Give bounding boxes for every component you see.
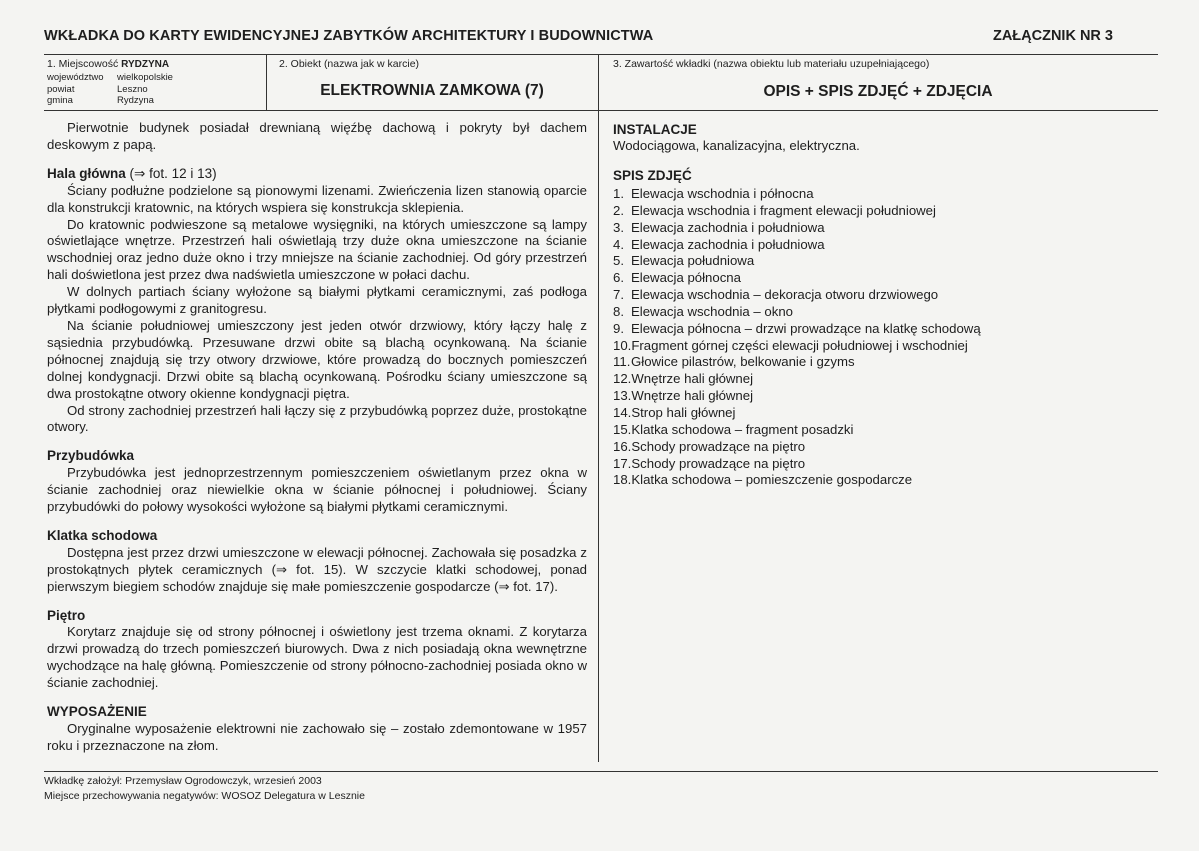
photo-list-item xyxy=(613,186,1053,203)
photo-number: 12. xyxy=(613,371,632,387)
photo-number: 17. xyxy=(613,455,632,471)
photo-caption: Klatka schodowa – fragment posadzki xyxy=(631,421,854,437)
footer-rule xyxy=(44,771,1158,772)
location-town: RYDZYNA xyxy=(121,59,170,70)
photo-number: 10. xyxy=(613,337,632,353)
photo-caption: Elewacja północna xyxy=(631,270,741,286)
photo-list-item xyxy=(613,270,1053,287)
photo-caption: Wnętrze hali głównej xyxy=(631,371,754,387)
photo-caption: Elewacja północna – drzwi prowadzące na klatkę schodową xyxy=(631,320,981,336)
photo-caption: Elewacja zachodnia i południowa xyxy=(631,219,825,235)
location-label: 1. Miejscowość xyxy=(47,58,119,70)
section-stairs xyxy=(47,528,587,596)
equipment-paragraph: Oryginalne wyposażenie elektrowni nie zachowało się – zostało zdemontowane w 1957 roku i przeznaczone na złom. xyxy=(47,721,587,753)
document-title: WKŁADKA DO KARTY EWIDENCYJNEJ ZABYTKÓW ARCHITEKTURY I BUDOWNICTWA xyxy=(44,28,654,44)
installations-text: Wodociągowa, kanalizacyjna, elektryczna. xyxy=(613,138,860,153)
section-heading xyxy=(47,166,587,183)
photo-number: 5. xyxy=(613,253,624,269)
location-row xyxy=(47,84,173,96)
section-hall xyxy=(47,166,587,437)
photo-number: 13. xyxy=(613,388,632,404)
hall-paragraph: Od strony zachodniej przestrzeń hali łączy się z przybudówką poprzez duże, prostokątne otwory. xyxy=(47,402,587,435)
location-value: Rydzyna xyxy=(117,95,154,106)
location-row xyxy=(47,72,173,84)
location-key: województwo xyxy=(47,72,104,83)
photo-number: 9. xyxy=(613,320,624,336)
photo-list-item xyxy=(613,287,1053,304)
photo-list-item xyxy=(613,371,1053,388)
photo-caption: Elewacja zachodnia i południowa xyxy=(631,236,825,252)
photo-number: 16. xyxy=(613,438,632,454)
photo-number: 14. xyxy=(613,404,632,420)
photo-number: 11. xyxy=(613,354,631,370)
photo-list-item xyxy=(613,253,1053,270)
column-divider xyxy=(598,110,599,762)
hall-paragraph: Na ścianie południowej umieszczony jest jeden otwór drzwiowy, który łączy halę z sąsiednia przybudówką. Przesuwane drzwi obite są blachą ocynkowaną. Na ścianie północnej znajdują się trzy otwory drzwiowe, które prowadzą do bocznych pomieszczeń dolnej kondygnacji. Drzwi obite są blachą ocynkowaną. Pośrodku ściany umieszczone są dwa prostokątne otwory okienne kondygnacji piętra. xyxy=(47,317,587,401)
location-value: Leszno xyxy=(117,83,148,95)
photo-list-item xyxy=(613,304,1053,321)
photo-number: 6. xyxy=(613,270,624,286)
location-details xyxy=(47,72,173,107)
stairs-heading: Klatka schodowa xyxy=(47,527,158,543)
footer-author: Wkładkę założył: Przemysław Ogrodowczyk, wrzesień 2003 xyxy=(44,775,322,787)
photo-caption: Elewacja wschodnia i fragment elewacji południowej xyxy=(631,202,936,218)
intro-paragraph: Pierwotnie budynek posiadał drewnianą więźbę dachową i pokryty był dachem deskowym z papą. xyxy=(47,120,587,152)
photo-caption: Strop hali głównej xyxy=(631,404,736,420)
photo-list-item xyxy=(613,456,1053,473)
stairs-paragraph: Dostępna jest przez drzwi umieszczone w elewacji północnej. Zachowała się posadzka z prostokątnych płytek ceramicznych (⇒ fot. 15). W szczycie klatki schodowej, ponad pierwszym biegiem schodów znajduje się małe pomieszczenie gospodarcze (⇒ fot. 17). xyxy=(47,544,587,594)
photo-caption: Elewacja wschodnia – okno xyxy=(631,303,794,319)
photo-caption: Wnętrze hali głównej xyxy=(631,388,754,404)
hall-photo-ref: (⇒ fot. 12 i 13) xyxy=(129,165,217,181)
photo-number: 18. xyxy=(613,472,632,488)
header-divider-2 xyxy=(598,54,599,110)
photo-list-item xyxy=(613,388,1053,405)
header-top-rule xyxy=(44,54,1158,55)
object-name: ELEKTROWNIA ZAMKOWA (7) xyxy=(320,82,544,99)
annex-heading: Przybudówka xyxy=(47,448,135,464)
contents-label: 3. Zawartość wkładki (nazwa obiektu lub materiału uzupełniającego) xyxy=(613,58,930,70)
photo-number: 2. xyxy=(613,202,624,218)
photo-list-item xyxy=(613,422,1053,439)
object-label: 2. Obiekt (nazwa jak w karcie) xyxy=(279,58,420,70)
photo-list-item xyxy=(613,472,1053,489)
photo-number: 1. xyxy=(613,186,624,201)
contents-value: OPIS + SPIS ZDJĘĆ + ZDJĘCIA xyxy=(763,83,993,100)
location-cell xyxy=(47,58,169,70)
photo-caption: Elewacja południowa xyxy=(631,253,755,269)
location-value: wielkopolskie xyxy=(117,72,173,83)
location-key: gmina xyxy=(47,95,73,106)
section-annex xyxy=(47,448,587,516)
photo-caption: Elewacja wschodnia i północna xyxy=(631,186,814,201)
installations-heading: INSTALACJE xyxy=(613,122,697,137)
hall-paragraph: Do kratownic podwieszone są metalowe wysięgniki, na których umieszczone są lampy oświetlające wnętrze. Przestrzeń hali oświetlają trzy duże okna umieszczone na ścianie wschodniej oraz jedno duże okno i trzy mniejsze na ścianie zachodniej. Od góry przestrzeń hali doświetlona jest przez dwa nadświetla umieszczone w połaci dachu. xyxy=(47,216,587,283)
annex-number: ZAŁĄCZNIK NR 3 xyxy=(992,28,1113,44)
floor-paragraph: Korytarz znajduje się od strony północnej i oświetlony jest trzema oknami. Z korytarza drzwi prowadzą do trzech pomieszczeń biurowych. Dwa z nich posiadają okna wewnętrzne wychodzące na halę główną. Pomieszczenie od strony północno-zachodniej posiada okno w ścianie zachodniej. xyxy=(47,624,587,691)
photo-list-item xyxy=(613,405,1053,422)
right-column xyxy=(613,122,1053,489)
photo-caption: Schody prowadzące na piętro xyxy=(631,455,806,471)
photo-number: 4. xyxy=(613,236,624,252)
hall-paragraph: Ściany podłużne podzielone są pionowymi lizenami. Zwieńczenia lizen stanowią oparcie dla konstrukcji kratownic, na których wspiera się konstrukcja sklepienia. xyxy=(47,182,587,215)
photo-list-item xyxy=(613,203,1053,220)
annex-paragraph: Przybudówka jest jednoprzestrzennym pomieszczeniem oświetlanym przez okna w ścianie zachodniej oraz niewielkie okna w ścianie północnej i południowej. Ściany przybudówki do połowy wysokości wyłożone są białymi płytkami ceramicznymi. xyxy=(47,465,587,515)
photo-number: 7. xyxy=(613,287,624,303)
photo-caption: Schody prowadzące na piętro xyxy=(631,438,806,454)
photo-list-item xyxy=(613,237,1053,254)
hall-paragraph: W dolnych partiach ściany wyłożone są białymi płytkami ceramicznymi, zaś podłoga płytkami podłogowymi z granitogresu. xyxy=(47,284,587,317)
floor-heading: Piętro xyxy=(47,607,86,623)
description-column xyxy=(47,120,587,755)
photo-number: 3. xyxy=(613,219,624,235)
photo-list xyxy=(613,186,1053,489)
hall-heading: Hala główna xyxy=(47,165,126,181)
photo-list-item xyxy=(613,220,1053,237)
photo-list-item xyxy=(613,321,1053,338)
header-bottom-rule xyxy=(44,110,1158,111)
photo-list-item xyxy=(613,439,1053,456)
equipment-heading: WYPOSAŻENIE xyxy=(47,704,147,720)
photo-number: 8. xyxy=(613,303,624,319)
section-equipment xyxy=(47,704,587,755)
footer-negatives: Miejsce przechowywania negatywów: WOSOZ Delegatura w Lesznie xyxy=(44,790,365,802)
photo-caption: Klatka schodowa – pomieszczenie gospodarcze xyxy=(631,472,913,488)
photo-caption: Elewacja wschodnia – dekoracja otworu drzwiowego xyxy=(631,287,939,303)
location-key: powiat xyxy=(47,83,75,95)
section-floor xyxy=(47,608,587,693)
location-row xyxy=(47,95,173,107)
photos-heading: SPIS ZDJĘĆ xyxy=(613,168,692,183)
photo-list-item xyxy=(613,338,1053,355)
photo-caption: Fragment górnej części elewacji południowej i wschodniej xyxy=(631,337,968,353)
photo-caption: Głowice pilastrów, belkowanie i gzyms xyxy=(631,354,855,370)
photo-list-item xyxy=(613,354,1053,371)
photo-number: 15. xyxy=(613,421,632,437)
